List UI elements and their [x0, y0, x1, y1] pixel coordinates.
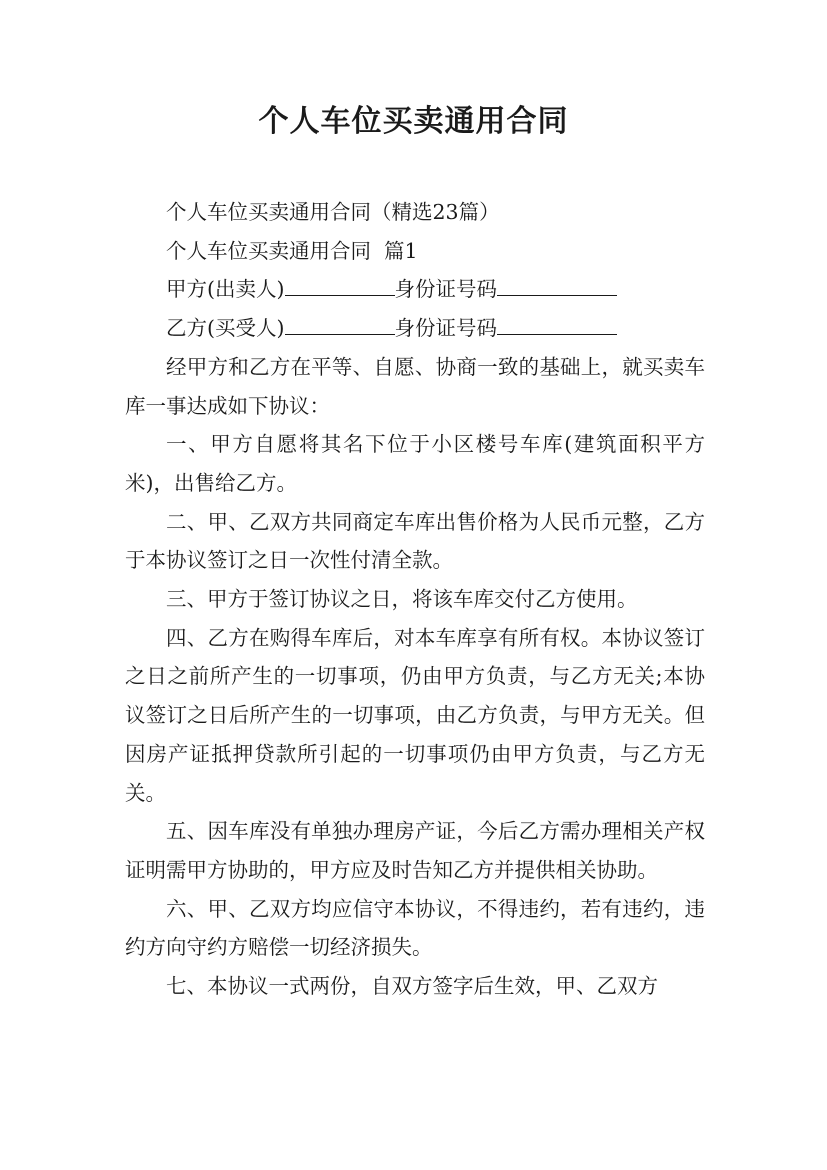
party-a-id-field	[497, 273, 617, 296]
paragraph-clause-3: 三、甲方于签订协议之日，将该车库交付乙方使用。	[166, 587, 638, 612]
document-title: 个人车位买卖通用合同	[258, 104, 569, 139]
paragraph-clause-5: 五、因车库没有单独办理房产证，今后乙方需办理相关产权证明需甲方协助的，甲方应及时告知乙方并提供相关协助。	[125, 819, 705, 882]
party-a-name-field	[285, 273, 395, 296]
party-a-label: 甲方(出卖人)	[166, 277, 285, 302]
document-subtitle: 个人车位买卖通用合同（精选23篇）	[166, 200, 500, 224]
party-b-label: 乙方(买受人)	[166, 316, 285, 341]
party-a-line	[125, 270, 705, 309]
party-b-id-label: 身份证号码	[394, 316, 497, 341]
party-b-id-field	[497, 312, 617, 335]
paragraph-clause-7: 七、本协议一式两份，自双方签字后生效，甲、乙双方	[166, 974, 658, 999]
paragraph-clause-4: 四、乙方在购得车库后，对本车库享有所有权。本协议签订之日之前所产生的一切事项，仍由甲方负责，与乙方无关;本协议签订之日后所产生的一切事项，由乙方负责，与甲方无关。但因房产证抵押贷款所引起的一切事项仍由甲方负责，与乙方无关。	[125, 625, 705, 805]
party-b-line	[125, 309, 705, 348]
party-a-id-label: 身份证号码	[394, 277, 497, 302]
paragraph-intro: 经甲方和乙方在平等、自愿、协商一致的基础上，就买卖车库一事达成如下协议：	[125, 354, 705, 418]
paragraph-clause-2: 二、甲、乙双方共同商定车库出售价格为人民币元整，乙方于本协议签订之日一次性付清全款。	[125, 509, 705, 573]
party-b-name-field	[285, 312, 395, 335]
section-heading: 个人车位买卖通用合同 篇1	[166, 238, 418, 263]
paragraph-clause-6: 六、甲、乙双方均应信守本协议，不得违约，若有违约，违约方向守约方赔偿一切经济损失。	[125, 896, 705, 960]
paragraph-clause-1: 一、甲方自愿将其名下位于小区楼号车库(建筑面积平方米)，出售给乙方。	[125, 432, 705, 495]
document-body	[125, 193, 705, 1006]
